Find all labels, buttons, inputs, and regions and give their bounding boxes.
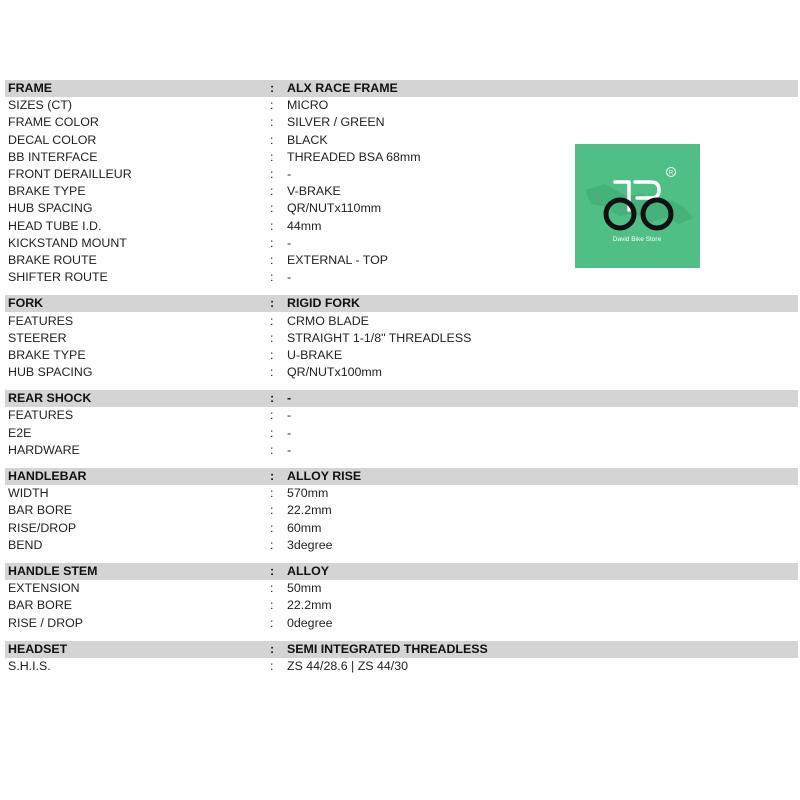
section-title: FRAME xyxy=(8,81,53,96)
section-value: ALLOY xyxy=(287,563,329,578)
section-header xyxy=(5,641,798,658)
spec-label: RISE/DROP xyxy=(8,520,77,535)
section-header xyxy=(5,295,798,312)
section-value: ALLOY RISE xyxy=(287,469,362,484)
separator: : xyxy=(270,184,274,199)
section-fork xyxy=(5,295,798,381)
separator: : xyxy=(270,218,274,233)
spec-row xyxy=(5,407,798,424)
spec-label: HEAD TUBE I.D. xyxy=(8,218,102,233)
spec-value: THREADED BSA 68mm xyxy=(287,149,421,164)
separator: : xyxy=(270,425,274,440)
section-value: ALX RACE FRAME xyxy=(287,81,398,96)
separator: : xyxy=(270,641,275,656)
spec-value: - xyxy=(287,442,292,457)
separator: : xyxy=(270,658,274,673)
section-handlebar xyxy=(5,468,798,554)
spec-label: S.H.I.S. xyxy=(8,658,51,673)
spec-row xyxy=(5,597,798,614)
section-value: RIGID FORK xyxy=(287,296,360,311)
spec-label: BB INTERFACE xyxy=(8,149,98,164)
spec-label: SHIFTER ROUTE xyxy=(8,270,108,285)
spec-row xyxy=(5,614,798,631)
section-title: HANDLE STEM xyxy=(8,563,98,578)
separator: : xyxy=(270,347,274,362)
section-title: REAR SHOCK xyxy=(8,391,92,406)
spec-value: 22.2mm xyxy=(287,503,332,518)
spec-label: EXTENSION xyxy=(8,581,80,596)
spec-value: EXTERNAL - TOP xyxy=(287,252,388,267)
spec-label: BAR BORE xyxy=(8,503,73,518)
separator: : xyxy=(270,442,274,457)
spec-label: HUB SPACING xyxy=(8,201,93,216)
spec-label: BRAKE TYPE xyxy=(8,184,86,199)
separator: : xyxy=(270,581,274,596)
spec-label: BRAKE ROUTE xyxy=(8,252,97,267)
spec-row xyxy=(5,312,798,329)
spec-label: FEATURES xyxy=(8,408,74,423)
spec-value: - xyxy=(287,408,292,423)
separator: : xyxy=(270,98,274,113)
separator: : xyxy=(270,252,274,267)
spec-label: DECAL COLOR xyxy=(8,132,97,147)
spec-label: HUB SPACING xyxy=(8,365,93,380)
spec-label: RISE / DROP xyxy=(8,615,84,630)
spec-value: QR/NUTx110mm xyxy=(287,201,382,216)
logo-text: David Bike Store xyxy=(612,236,662,243)
section-header xyxy=(5,80,798,97)
separator: : xyxy=(270,115,274,130)
spec-label: FRONT DERAILLEUR xyxy=(8,167,132,182)
spec-value: 3degree xyxy=(287,537,333,552)
spec-label: BRAKE TYPE xyxy=(8,347,86,362)
spec-label: SIZES (CT) xyxy=(8,98,73,113)
spec-label: FRAME COLOR xyxy=(8,115,99,130)
separator: : xyxy=(270,81,275,96)
spec-value: V-BRAKE xyxy=(287,184,341,199)
spec-label: E2E xyxy=(8,425,32,440)
spec-row xyxy=(5,580,798,597)
spec-value: - xyxy=(287,167,292,182)
spec-row xyxy=(5,537,798,554)
separator: : xyxy=(270,408,274,423)
section-rear-shock xyxy=(5,390,798,459)
spec-value: 50mm xyxy=(287,581,322,596)
section-header xyxy=(5,563,798,580)
section-header xyxy=(5,468,798,485)
separator: : xyxy=(270,563,275,578)
separator: : xyxy=(270,235,274,250)
spec-row xyxy=(5,425,798,442)
section-value: SEMI INTEGRATED THREADLESS xyxy=(287,641,488,656)
separator: : xyxy=(270,149,274,164)
spec-value: STRAIGHT 1-1/8" THREADLESS xyxy=(287,330,472,345)
spec-row xyxy=(5,269,798,286)
section-headset xyxy=(5,641,798,675)
spec-label: HARDWARE xyxy=(8,442,80,457)
spec-row xyxy=(5,330,798,347)
spec-row xyxy=(5,442,798,459)
section-value: - xyxy=(287,391,292,406)
spec-value: MICRO xyxy=(287,98,329,113)
separator: : xyxy=(270,132,274,147)
spec-row xyxy=(5,485,798,502)
separator: : xyxy=(270,469,275,484)
spec-value: SILVER / GREEN xyxy=(287,115,385,130)
store-logo xyxy=(575,144,700,268)
separator: : xyxy=(270,486,274,501)
separator: : xyxy=(270,296,275,311)
spec-value: BLACK xyxy=(287,132,328,147)
spec-value: 22.2mm xyxy=(287,598,332,613)
spec-value: 570mm xyxy=(287,486,329,501)
separator: : xyxy=(270,503,274,518)
spec-row xyxy=(5,520,798,537)
spec-value: - xyxy=(287,425,292,440)
spec-row xyxy=(5,347,798,364)
separator: : xyxy=(270,330,274,345)
section-header xyxy=(5,390,798,407)
svg-text:R: R xyxy=(668,170,674,177)
spec-value: 60mm xyxy=(287,520,322,535)
spec-value: CRMO BLADE xyxy=(287,313,369,328)
separator: : xyxy=(270,615,274,630)
separator: : xyxy=(270,201,274,216)
spec-value: U-BRAKE xyxy=(287,347,343,362)
separator: : xyxy=(270,520,274,535)
spec-value: 0degree xyxy=(287,615,333,630)
spec-row xyxy=(5,502,798,519)
spec-row xyxy=(5,658,798,675)
spec-value: QR/NUTx100mm xyxy=(287,365,383,380)
separator: : xyxy=(270,537,274,552)
spec-label: BEND xyxy=(8,537,43,552)
spec-value: ZS 44/28.6 | ZS 44/30 xyxy=(287,658,409,673)
spec-row xyxy=(5,364,798,381)
separator: : xyxy=(270,270,274,285)
spec-value: - xyxy=(287,270,292,285)
separator: : xyxy=(270,167,274,182)
spec-value: - xyxy=(287,235,292,250)
section-title: FORK xyxy=(8,296,44,311)
separator: : xyxy=(270,313,274,328)
bike-logo-icon xyxy=(575,144,700,268)
separator: : xyxy=(270,391,275,406)
section-title: HEADSET xyxy=(8,641,68,656)
spec-label: BAR BORE xyxy=(8,598,73,613)
section-title: HANDLEBAR xyxy=(8,469,87,484)
spec-row xyxy=(5,97,798,114)
separator: : xyxy=(270,598,274,613)
spec-label: FEATURES xyxy=(8,313,74,328)
separator: : xyxy=(270,365,274,380)
spec-value: 44mm xyxy=(287,218,322,233)
spec-label: KICKSTAND MOUNT xyxy=(8,235,127,250)
spec-label: WIDTH xyxy=(8,486,49,501)
spec-label: STEERER xyxy=(8,330,67,345)
spec-row xyxy=(5,114,798,131)
section-handle-stem xyxy=(5,563,798,632)
